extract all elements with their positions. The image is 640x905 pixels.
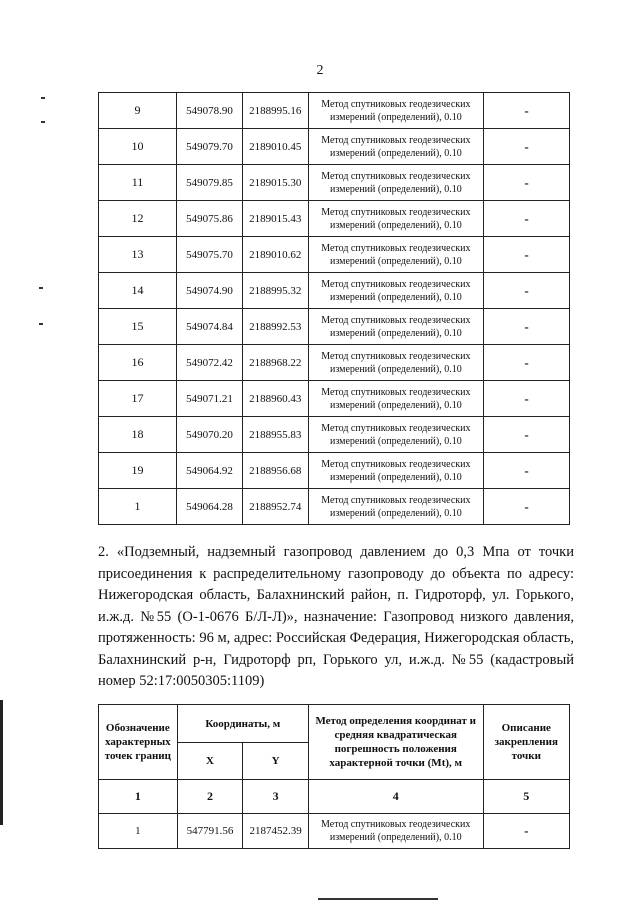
point-number: 15 <box>99 309 177 345</box>
table-row <box>99 93 570 129</box>
table-row <box>99 237 570 273</box>
coord-y: 2188995.32 <box>242 273 308 309</box>
scan-mark <box>41 97 45 99</box>
coord-y: 2188955.83 <box>242 417 308 453</box>
fixing-description: - <box>484 201 570 237</box>
header-designation: Обозначение характерных точек границ <box>99 705 178 780</box>
fixing-description: - <box>484 129 570 165</box>
point-number: 19 <box>99 453 177 489</box>
method-text: Метод спутниковых геодезических измерений (определений), 0.10 <box>308 489 483 525</box>
coord-x: 549064.28 <box>177 489 243 525</box>
fixing-description: - <box>484 93 570 129</box>
point-number: 14 <box>99 273 177 309</box>
fixing-description: - <box>483 814 569 849</box>
fixing-description: - <box>484 309 570 345</box>
fixing-description: - <box>484 489 570 525</box>
coord-x: 549072.42 <box>177 345 243 381</box>
coord-x: 547791.56 <box>177 814 243 849</box>
object-description-paragraph: 2. «Подземный, надземный газопровод давлением до 0,3 Мпа от точки присоединения к распределительному газопроводу до объекта по адресу: Нижегородская область, Балахнинский район, п. Гидроторф, ул. Горького, и.ж.д. №55 (О-1-0676 Б/Л-Л)», назначение: Газопровод низкого давления, протяженность: 96 м, адрес: Российская Федерация, Нижегородская область, Балахнинский р-н, Гидроторф рп, Горького ул, и.ж.д. №55 (кадастровый номер 52:17:0050305:1109) <box>98 544 574 689</box>
point-number: 18 <box>99 417 177 453</box>
column-number-row <box>99 780 570 814</box>
coord-x: 549074.84 <box>177 309 243 345</box>
fixing-description: - <box>484 273 570 309</box>
header-description: Описание закрепления точки <box>483 705 569 780</box>
coord-x: 549070.20 <box>177 417 243 453</box>
fixing-description: - <box>484 381 570 417</box>
column-number: 2 <box>177 780 243 814</box>
coordinates-table-continued <box>98 92 570 525</box>
coord-x: 549075.70 <box>177 237 243 273</box>
coord-y: 2188952.74 <box>242 489 308 525</box>
header-method: Метод определения координат и средняя квадратическая погрешность положения характерной точки (Mt), м <box>308 705 483 780</box>
table-row <box>99 201 570 237</box>
coord-x: 549064.92 <box>177 453 243 489</box>
header-coordinates: Координаты, м <box>177 705 308 743</box>
point-number: 16 <box>99 345 177 381</box>
method-text: Метод спутниковых геодезических измерений (определений), 0.10 <box>308 93 483 129</box>
coord-x: 549075.86 <box>177 201 243 237</box>
coord-x: 549078.90 <box>177 93 243 129</box>
table-row <box>99 345 570 381</box>
coord-y: 2188968.22 <box>242 345 308 381</box>
coordinates-table-object-2 <box>98 704 570 849</box>
point-number: 11 <box>99 165 177 201</box>
coord-y: 2187452.39 <box>243 814 309 849</box>
table-row <box>99 417 570 453</box>
method-text: Метод спутниковых геодезических измерений (определений), 0.10 <box>308 273 483 309</box>
fixing-description: - <box>484 345 570 381</box>
table-row <box>99 129 570 165</box>
table-row <box>99 309 570 345</box>
table-row <box>99 273 570 309</box>
column-number: 3 <box>243 780 309 814</box>
point-number: 10 <box>99 129 177 165</box>
fixing-description: - <box>484 237 570 273</box>
signature-line <box>318 898 438 900</box>
method-text: Метод спутниковых геодезических измерений (определений), 0.10 <box>308 237 483 273</box>
point-number: 17 <box>99 381 177 417</box>
coord-x: 549079.85 <box>177 165 243 201</box>
coord-y: 2188992.53 <box>242 309 308 345</box>
table-row <box>99 453 570 489</box>
fixing-description: - <box>484 165 570 201</box>
column-number: 1 <box>99 780 178 814</box>
table-row <box>99 165 570 201</box>
scan-edge-line <box>0 700 3 825</box>
table-row <box>99 381 570 417</box>
point-number: 13 <box>99 237 177 273</box>
coord-y: 2188960.43 <box>242 381 308 417</box>
method-text: Метод спутниковых геодезических измерений (определений), 0.10 <box>308 165 483 201</box>
method-text: Метод спутниковых геодезических измерений (определений), 0.10 <box>308 381 483 417</box>
header-x: X <box>177 743 243 780</box>
scan-mark <box>41 121 45 123</box>
column-number: 5 <box>483 780 569 814</box>
coord-y: 2188995.16 <box>242 93 308 129</box>
fixing-description: - <box>484 453 570 489</box>
coord-x: 549079.70 <box>177 129 243 165</box>
method-text: Метод спутниковых геодезических измерений (определений), 0.10 <box>308 417 483 453</box>
coord-x: 549074.90 <box>177 273 243 309</box>
method-text: Метод спутниковых геодезических измерений (определений), 0.10 <box>308 309 483 345</box>
table-row <box>99 814 570 849</box>
coord-y: 2189010.62 <box>242 237 308 273</box>
method-text: Метод спутниковых геодезических измерений (определений), 0.10 <box>308 814 483 849</box>
coord-y: 2189015.30 <box>242 165 308 201</box>
method-text: Метод спутниковых геодезических измерений (определений), 0.10 <box>308 345 483 381</box>
coord-y: 2189015.43 <box>242 201 308 237</box>
header-y: Y <box>243 743 309 780</box>
method-text: Метод спутниковых геодезических измерений (определений), 0.10 <box>308 129 483 165</box>
scan-mark <box>39 287 43 289</box>
fixing-description: - <box>484 417 570 453</box>
scan-mark <box>39 323 43 325</box>
coord-x: 549071.21 <box>177 381 243 417</box>
point-number: 12 <box>99 201 177 237</box>
coord-y: 2189010.45 <box>242 129 308 165</box>
table-row <box>99 489 570 525</box>
point-number: 9 <box>99 93 177 129</box>
point-number: 1 <box>99 814 178 849</box>
method-text: Метод спутниковых геодезических измерений (определений), 0.10 <box>308 201 483 237</box>
point-number: 1 <box>99 489 177 525</box>
column-number: 4 <box>308 780 483 814</box>
method-text: Метод спутниковых геодезических измерений (определений), 0.10 <box>308 453 483 489</box>
page-number: 2 <box>316 63 324 78</box>
coord-y: 2188956.68 <box>242 453 308 489</box>
